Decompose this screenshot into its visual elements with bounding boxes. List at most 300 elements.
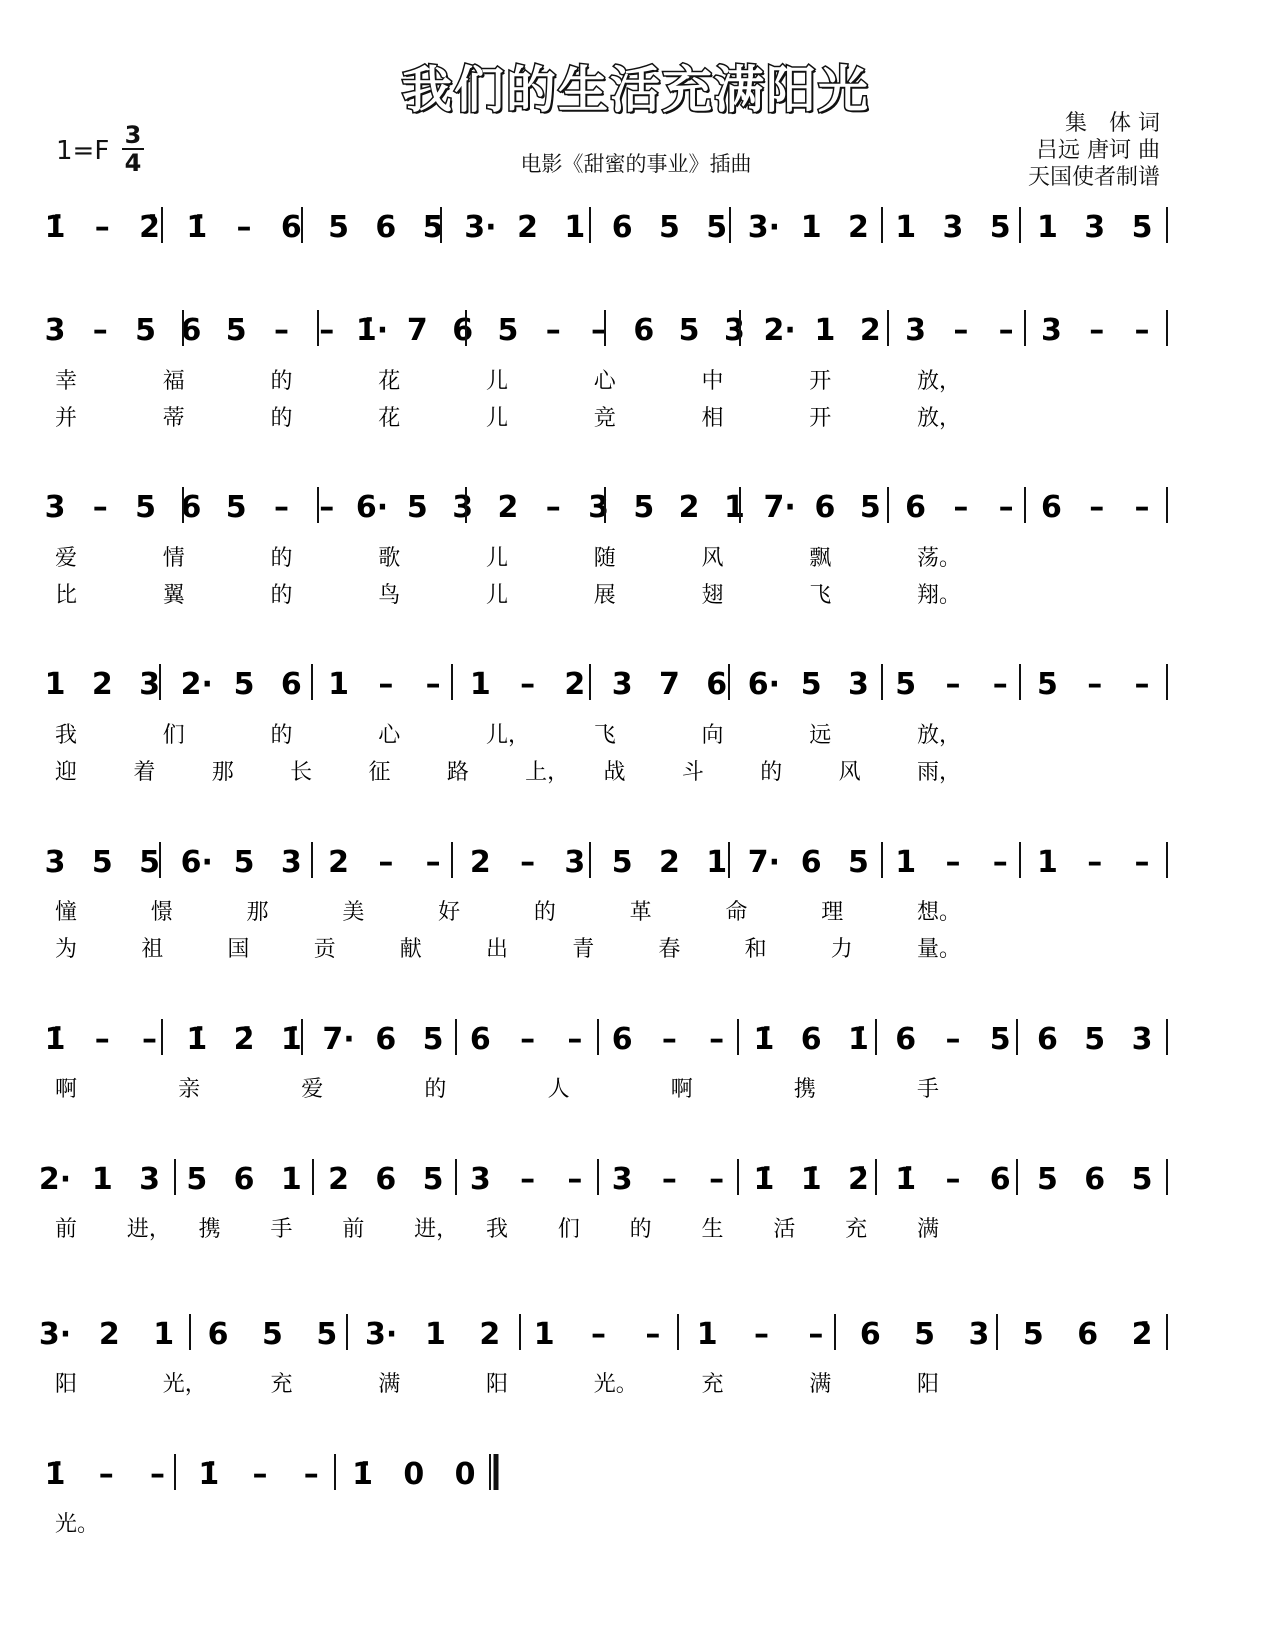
note: – xyxy=(1089,313,1105,348)
lyric-syllable: 活 xyxy=(773,1217,796,1242)
lyric-syllable: 的 xyxy=(270,546,293,571)
lyric-syllable: 上， xyxy=(525,760,570,785)
lyric-syllable: 的 xyxy=(629,1217,652,1242)
note: 5 xyxy=(989,210,1011,245)
note: 6 xyxy=(800,1022,822,1057)
note: – xyxy=(273,490,289,525)
note: 5 xyxy=(139,845,160,880)
note: 1̇ xyxy=(753,1162,775,1197)
note: 2̇ xyxy=(1131,1317,1153,1352)
note: – xyxy=(378,667,394,702)
lyric-syllable: 们 xyxy=(162,723,185,748)
lyric-syllable: 的 xyxy=(760,760,783,785)
note: 5 xyxy=(1131,1162,1153,1197)
note: 1 xyxy=(153,1317,175,1352)
note: 2 xyxy=(479,1317,501,1352)
note: – xyxy=(150,1457,165,1492)
lyric-syllable: 福 xyxy=(162,369,185,394)
note: 1̇ xyxy=(44,210,66,245)
lyric-syllable: 开 xyxy=(809,369,832,394)
note: 3 xyxy=(611,667,633,702)
lyric-syllable: 理 xyxy=(821,900,844,925)
note: 1 xyxy=(328,667,350,702)
lyric-syllable: 手 xyxy=(917,1077,940,1102)
lyric-syllable: 光。 xyxy=(55,1512,100,1537)
lyric-syllable: 量。 xyxy=(917,937,962,962)
time-top: 3 xyxy=(124,121,142,149)
note: 2 xyxy=(678,490,700,525)
note: 6 xyxy=(989,1162,1011,1197)
note: – xyxy=(236,210,252,245)
lyric-syllable: 充 xyxy=(845,1217,868,1242)
lyric-syllable: 携 xyxy=(198,1217,221,1242)
note: 2· xyxy=(180,667,213,702)
lyric-syllable: 翼 xyxy=(162,583,185,608)
note: 2· xyxy=(763,313,796,348)
lyric-syllable: 憬 xyxy=(150,900,173,925)
note: 3 xyxy=(905,313,926,348)
lyric-syllable: 贡 xyxy=(313,937,336,962)
note: – xyxy=(808,1317,824,1352)
note: 5 xyxy=(261,1317,283,1352)
note: 3· xyxy=(464,210,497,245)
note: 5 xyxy=(316,1317,338,1352)
lyric-syllable: 长 xyxy=(290,760,313,785)
note: 1̇ xyxy=(895,1162,917,1197)
note: 5 xyxy=(135,313,157,348)
lyric-syllable: 手 xyxy=(270,1217,293,1242)
lyric-syllable: 命 xyxy=(725,900,748,925)
lyric-syllable: 的 xyxy=(270,723,293,748)
lyric-syllable: 亲 xyxy=(178,1077,201,1102)
note: – xyxy=(1134,667,1150,702)
note: – xyxy=(998,490,1014,525)
lyric-syllable: 美 xyxy=(342,900,365,925)
note: – xyxy=(992,667,1008,702)
note: – xyxy=(520,667,536,702)
note: – xyxy=(545,313,561,348)
note: – xyxy=(945,1162,961,1197)
note: 5 xyxy=(497,313,519,348)
note: 6 xyxy=(1037,1022,1058,1057)
lyric-syllable: 花 xyxy=(378,406,401,431)
note: 0 xyxy=(403,1457,425,1492)
note: 6· xyxy=(180,845,213,880)
note: 3 xyxy=(611,1162,633,1197)
note: 5 xyxy=(633,490,655,525)
lyric-syllable: 我 xyxy=(55,723,78,748)
note: – xyxy=(94,210,110,245)
note: 6· xyxy=(747,667,781,702)
note: 3 xyxy=(942,210,964,245)
lyric-syllable: 的 xyxy=(270,583,293,608)
note: 5 xyxy=(328,210,350,245)
note: 5 xyxy=(186,1162,208,1197)
note: – xyxy=(520,1162,536,1197)
note: 6 xyxy=(706,667,728,702)
note: 2 xyxy=(469,845,491,880)
note: – xyxy=(1134,845,1150,880)
lyric-syllable: 并 xyxy=(55,406,78,431)
note: 3 xyxy=(280,845,302,880)
note: 1 xyxy=(1037,845,1058,880)
lyric-syllable: 幸 xyxy=(55,369,78,394)
note: 6 xyxy=(633,313,655,348)
note: 0 xyxy=(454,1457,476,1492)
note: – xyxy=(661,1162,677,1197)
note: 5 xyxy=(1022,1317,1044,1352)
note: – xyxy=(661,1022,677,1057)
note: 1 xyxy=(696,1317,718,1352)
note: 5 xyxy=(91,845,113,880)
note: – xyxy=(378,845,394,880)
lyric-syllable: 翅 xyxy=(701,583,724,608)
note: 3· xyxy=(747,210,781,245)
lyric-syllable: 雨， xyxy=(917,760,962,785)
lyric-syllable: 阳 xyxy=(55,1372,78,1397)
note: 2̇ xyxy=(847,1162,869,1197)
note: 5 xyxy=(678,313,700,348)
note: 5 xyxy=(989,1022,1011,1057)
lyric-syllable: 满 xyxy=(917,1217,940,1242)
note: 1̇ xyxy=(280,1022,302,1057)
note: 1 xyxy=(895,210,917,245)
note: 6 xyxy=(180,490,202,525)
lyric-syllable: 斗 xyxy=(681,760,704,785)
note: 2̇ xyxy=(233,1022,255,1057)
note: 5 xyxy=(135,490,157,525)
lyric-syllable: 情 xyxy=(162,546,185,571)
note: 3 xyxy=(723,313,745,348)
note: 2 xyxy=(98,1317,120,1352)
note: 1 xyxy=(425,1317,446,1352)
note: – xyxy=(645,1317,661,1352)
note: 6 xyxy=(800,845,822,880)
note: 1 xyxy=(895,845,917,880)
lyric-syllable: 前 xyxy=(55,1217,78,1242)
note: – xyxy=(319,490,335,525)
lyric-syllable: 充 xyxy=(270,1372,293,1397)
lyric-syllable: 春 xyxy=(658,937,681,962)
lyric-syllable: 们 xyxy=(557,1217,580,1242)
composer-credit: 吕远 唐诃 曲 xyxy=(1036,138,1160,163)
note: 6 xyxy=(375,210,397,245)
note: 2 xyxy=(328,845,350,880)
transcriber-credit: 天国使者制谱 xyxy=(1027,165,1160,190)
note: 3 xyxy=(139,1162,160,1197)
note: 3· xyxy=(38,1317,72,1352)
note: 1 xyxy=(723,490,745,525)
lyric-syllable: 翔。 xyxy=(917,583,962,608)
lyric-syllable: 儿， xyxy=(486,723,531,748)
note: – xyxy=(953,313,969,348)
note: 3 xyxy=(469,1162,491,1197)
note: 6 xyxy=(180,313,202,348)
note: 1̇· xyxy=(355,313,389,348)
note: 2 xyxy=(91,667,113,702)
lyric-syllable: 迎 xyxy=(55,760,78,785)
note: – xyxy=(709,1022,725,1057)
note: – xyxy=(520,845,536,880)
lyric-syllable: 青 xyxy=(572,937,595,962)
note: – xyxy=(142,1022,158,1057)
note: 5 xyxy=(658,210,680,245)
song-title: 我们的生活充满阳光 xyxy=(402,61,870,119)
note: 5 xyxy=(233,667,255,702)
note: – xyxy=(567,1162,583,1197)
note: 5 xyxy=(706,210,728,245)
note: 5 xyxy=(1084,1022,1106,1057)
note: – xyxy=(754,1317,770,1352)
lyric-syllable: 花 xyxy=(378,369,401,394)
note: – xyxy=(319,313,335,348)
note: 5 xyxy=(422,1022,444,1057)
note: – xyxy=(1087,845,1103,880)
lyric-syllable: 向 xyxy=(701,723,724,748)
note: 5 xyxy=(1037,667,1058,702)
lyric-syllable: 飞 xyxy=(809,583,832,608)
note: 3 xyxy=(588,490,609,525)
note: 3· xyxy=(364,1317,398,1352)
lyric-syllable: 风 xyxy=(838,760,861,785)
note: 2 xyxy=(497,490,519,525)
lyric-syllable: 相 xyxy=(701,406,724,431)
note: 3 xyxy=(1040,313,1062,348)
note: 6 xyxy=(905,490,926,525)
note: 6 xyxy=(1084,1162,1106,1197)
note: – xyxy=(1089,490,1105,525)
lyric-syllable: 儿 xyxy=(486,406,509,431)
note: – xyxy=(945,667,961,702)
note: 6 xyxy=(233,1162,255,1197)
note: 7 xyxy=(406,313,428,348)
lyric-syllable: 光。 xyxy=(593,1372,638,1397)
lyric-syllable: 啊 xyxy=(55,1077,78,1102)
lyric-syllable: 远 xyxy=(809,723,832,748)
lyric-syllable: 蒂 xyxy=(162,406,185,431)
note: 3 xyxy=(139,667,160,702)
note: – xyxy=(1087,667,1103,702)
lyric-syllable: 飘 xyxy=(809,546,832,571)
lyric-syllable: 啊 xyxy=(670,1077,693,1102)
note: 3 xyxy=(847,667,869,702)
note: 7· xyxy=(763,490,796,525)
note: 5 xyxy=(422,1162,444,1197)
note: 3 xyxy=(1131,1022,1153,1057)
note: 6 xyxy=(207,1317,229,1352)
note: – xyxy=(303,1457,319,1492)
note: 3 xyxy=(1084,210,1106,245)
note: 1̇ xyxy=(352,1457,373,1492)
note: 1 xyxy=(800,210,822,245)
lyric-syllable: 人 xyxy=(547,1077,570,1102)
note: 5 xyxy=(225,490,247,525)
note: – xyxy=(273,313,289,348)
note: 1 xyxy=(814,313,836,348)
note: 3 xyxy=(452,490,474,525)
note: 6· xyxy=(355,490,389,525)
note: – xyxy=(92,490,108,525)
note: 7· xyxy=(322,1022,355,1057)
note: 5 xyxy=(225,313,247,348)
lyric-syllable: 着 xyxy=(133,760,156,785)
note: – xyxy=(92,313,108,348)
lyric-syllable: 革 xyxy=(629,900,652,925)
lyric-syllable: 征 xyxy=(368,760,391,785)
lyric-syllable: 充 xyxy=(701,1372,724,1397)
note: 7· xyxy=(747,845,781,880)
lyric-syllable: 放， xyxy=(917,723,962,748)
note: 3 xyxy=(44,313,66,348)
note: – xyxy=(425,667,441,702)
lyric-syllable: 随 xyxy=(593,546,616,571)
lyric-syllable: 心 xyxy=(378,723,401,748)
note: 6 xyxy=(611,1022,633,1057)
lyric-syllable: 开 xyxy=(809,406,832,431)
note: – xyxy=(98,1457,114,1492)
lyric-syllable: 放， xyxy=(917,406,962,431)
note: 6 xyxy=(280,210,302,245)
note: 3 xyxy=(44,490,66,525)
note: 7 xyxy=(658,667,680,702)
note: 6 xyxy=(280,667,302,702)
lyric-syllable: 阳 xyxy=(917,1372,940,1397)
note: 2 xyxy=(658,845,680,880)
lyric-syllable: 我 xyxy=(486,1217,509,1242)
lyric-syllable: 路 xyxy=(446,760,469,785)
lyric-syllable: 爱 xyxy=(55,546,78,571)
lyric-syllable: 憧 xyxy=(55,900,78,925)
note: – xyxy=(425,845,441,880)
note: 5 xyxy=(233,845,255,880)
lyric-syllable: 好 xyxy=(438,900,461,925)
lyric-syllable: 鸟 xyxy=(378,583,401,608)
note: 6 xyxy=(814,490,836,525)
note: 6 xyxy=(1040,490,1062,525)
lyric-syllable: 满 xyxy=(809,1372,832,1397)
lyric-syllable: 携 xyxy=(793,1077,816,1102)
note: 6 xyxy=(469,1022,491,1057)
note: 2 xyxy=(564,667,586,702)
lyric-syllable: 飞 xyxy=(593,723,616,748)
note: 2 xyxy=(328,1162,350,1197)
note: 5 xyxy=(406,490,428,525)
note: 1 xyxy=(533,1317,555,1352)
time-bottom: 4 xyxy=(122,148,144,176)
note: 6 xyxy=(895,1022,917,1057)
note: 2̇ xyxy=(139,210,160,245)
lyric-syllable: 的 xyxy=(533,900,556,925)
note: 3 xyxy=(44,845,66,880)
lyric-syllable: 的 xyxy=(270,406,293,431)
note: 1 xyxy=(44,667,66,702)
note: – xyxy=(591,1317,606,1352)
note: 1 xyxy=(469,667,491,702)
note: 1̇ xyxy=(186,210,208,245)
note: 5 xyxy=(847,845,869,880)
note: 1 xyxy=(280,1162,302,1197)
note: 1̇ xyxy=(186,1022,208,1057)
note: 6 xyxy=(1077,1317,1099,1352)
lyric-syllable: 和 xyxy=(744,937,767,962)
note: 1 xyxy=(706,845,728,880)
note: 6 xyxy=(859,1317,881,1352)
note: 1̇ xyxy=(198,1457,220,1492)
note: – xyxy=(709,1162,725,1197)
note: – xyxy=(992,845,1008,880)
lyric-syllable: 放， xyxy=(917,369,962,394)
lyric-syllable: 祖 xyxy=(141,937,164,962)
lyric-syllable: 比 xyxy=(55,583,78,608)
note: – xyxy=(567,1022,583,1057)
lyric-syllable: 那 xyxy=(211,760,234,785)
note: 6 xyxy=(611,210,633,245)
note: – xyxy=(520,1022,536,1057)
lyric-syllable: 荡。 xyxy=(917,546,962,571)
lyric-syllable: 展 xyxy=(593,583,616,608)
note: 5 xyxy=(859,490,881,525)
note: 1̇ xyxy=(753,1022,775,1057)
lyric-syllable: 儿 xyxy=(486,546,509,571)
lyric-syllable: 爱 xyxy=(301,1077,324,1102)
note: 5 xyxy=(914,1317,936,1352)
lyric-syllable: 风 xyxy=(701,546,724,571)
note: 1 xyxy=(564,210,586,245)
note: – xyxy=(998,313,1014,348)
note: 5 xyxy=(800,667,822,702)
note: 2 xyxy=(517,210,539,245)
lyric-syllable: 儿 xyxy=(486,369,509,394)
note: – xyxy=(1134,490,1150,525)
note: 5 xyxy=(422,210,444,245)
lyric-syllable: 想。 xyxy=(917,900,962,925)
note: – xyxy=(591,313,606,348)
note: – xyxy=(94,1022,110,1057)
lyric-syllable: 力 xyxy=(830,937,853,962)
lyric-syllable: 满 xyxy=(378,1372,401,1397)
lyric-syllable: 儿 xyxy=(486,583,509,608)
note: 2 xyxy=(847,210,869,245)
note: 3 xyxy=(968,1317,990,1352)
note: 6 xyxy=(452,313,474,348)
note: – xyxy=(945,1022,961,1057)
note: 5 xyxy=(1037,1162,1058,1197)
lyric-syllable: 出 xyxy=(486,937,509,962)
lyric-syllable: 光， xyxy=(162,1372,207,1397)
note: 6 xyxy=(375,1162,397,1197)
note: – xyxy=(953,490,969,525)
note: – xyxy=(945,845,961,880)
note: – xyxy=(545,490,561,525)
note: 1̇ xyxy=(847,1022,869,1057)
note: – xyxy=(1134,313,1150,348)
lyric-syllable: 国 xyxy=(227,937,250,962)
note: 1̇ xyxy=(800,1162,822,1197)
key-signature: 1=F xyxy=(56,136,110,166)
note: 1 xyxy=(91,1162,113,1197)
subtitle: 电影《甜蜜的事业》插曲 xyxy=(520,152,752,176)
lyric-syllable: 中 xyxy=(701,369,724,394)
note: – xyxy=(252,1457,268,1492)
note: 5 xyxy=(1131,210,1153,245)
lyric-syllable: 战 xyxy=(603,760,626,785)
note: 1̇ xyxy=(44,1022,66,1057)
note: 5 xyxy=(611,845,633,880)
lyric-syllable: 献 xyxy=(399,937,422,962)
lyric-syllable: 的 xyxy=(424,1077,447,1102)
note: 3 xyxy=(564,845,586,880)
note: 1̇ xyxy=(44,1457,66,1492)
